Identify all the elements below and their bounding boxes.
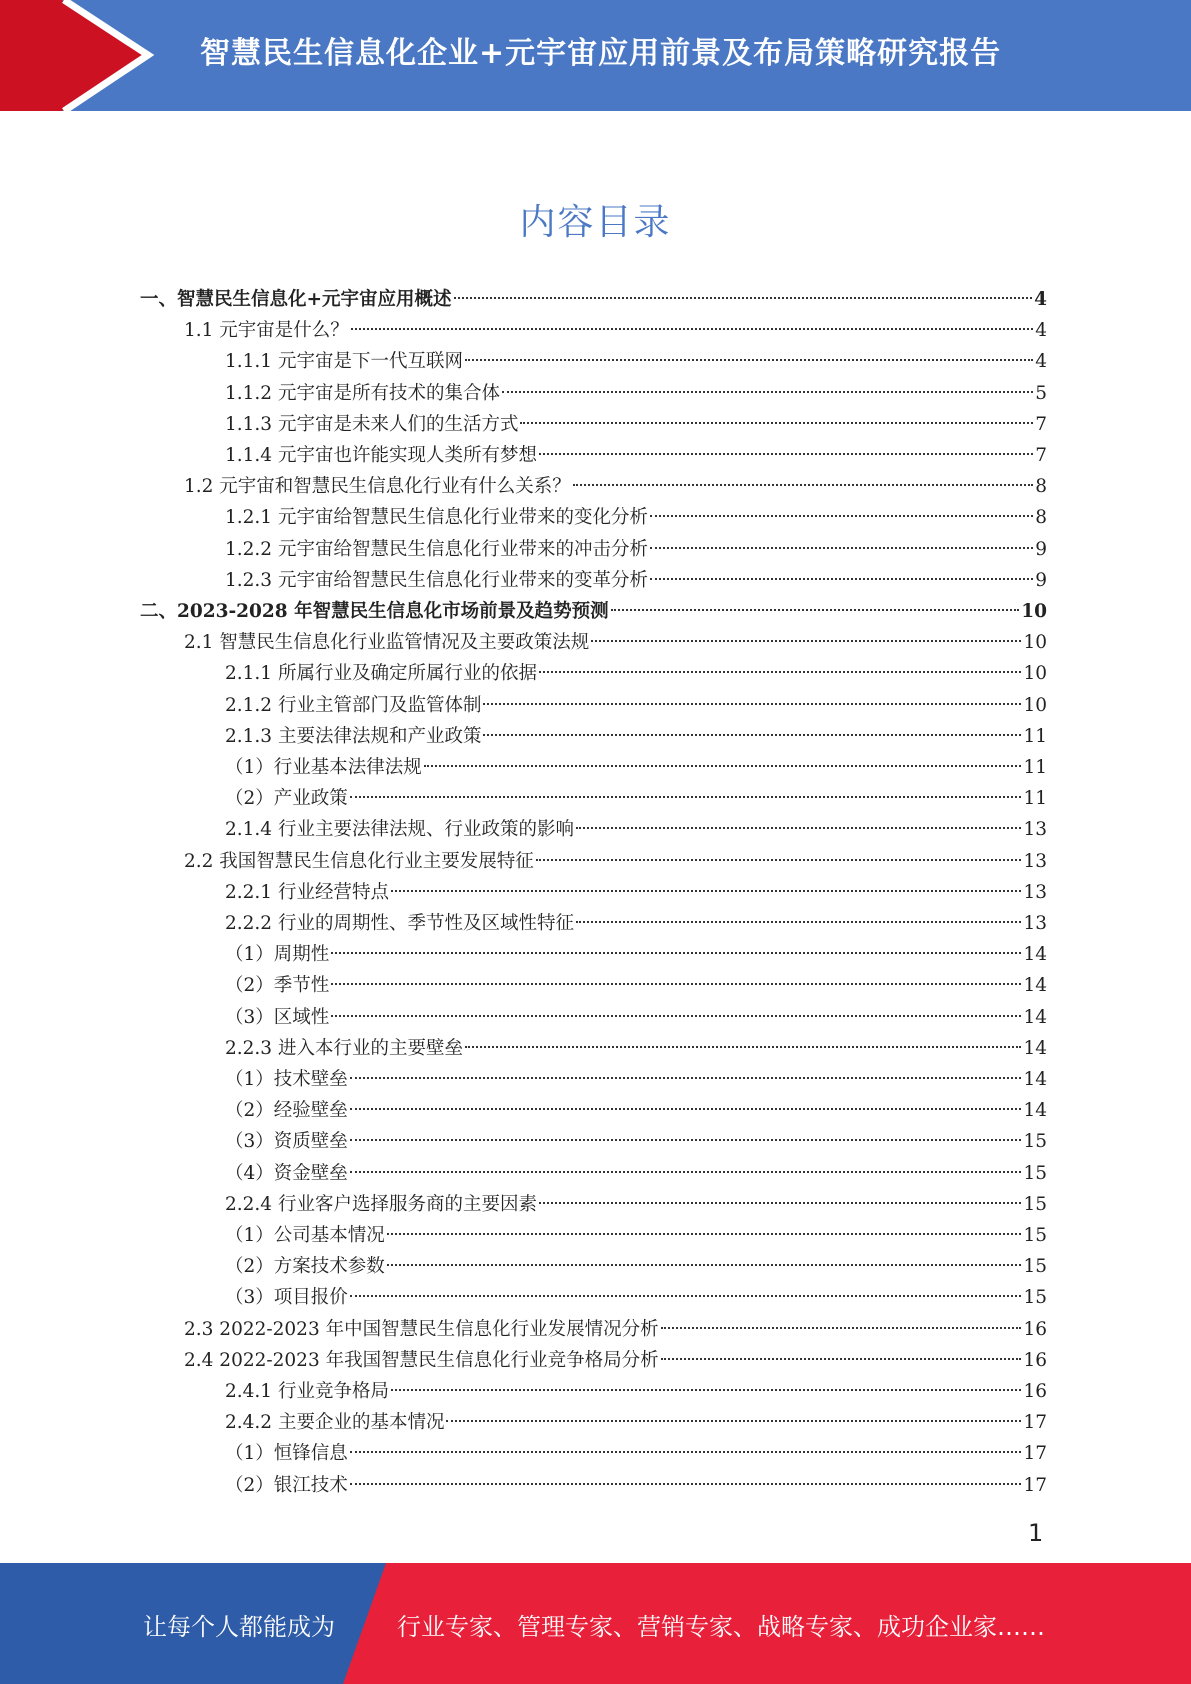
footer-slogan-right: 行业专家、管理专家、营销专家、战略专家、成功企业家…… — [397, 1613, 1045, 1641]
toc-entry[interactable] — [225, 783, 1047, 814]
toc-leader-dots — [350, 1451, 1022, 1453]
toc-leader-dots — [454, 297, 1033, 299]
toc-entry-page: 10 — [1023, 694, 1047, 716]
toc-entry-label: 2.4.1 行业竞争格局 — [225, 1381, 389, 1402]
toc-entry-label: （2）银江技术 — [225, 1474, 348, 1496]
toc-heading: 内容目录 — [519, 202, 672, 243]
toc-leader-dots — [502, 391, 1033, 393]
toc-entry[interactable] — [225, 1033, 1047, 1064]
toc-entry-page: 16 — [1023, 1381, 1047, 1402]
toc-entry-page: 8 — [1035, 476, 1047, 498]
toc-entry-page: 15 — [1023, 1225, 1047, 1246]
footer-banner — [0, 1563, 1191, 1684]
toc-entry[interactable] — [184, 1345, 1047, 1376]
toc-entry-page: 13 — [1023, 850, 1047, 872]
toc-leader-dots — [391, 1389, 1021, 1391]
toc-leader-dots — [350, 796, 1022, 798]
toc-leader-dots — [387, 1233, 1022, 1235]
toc-entry[interactable] — [225, 1095, 1047, 1126]
toc-entry[interactable] — [225, 752, 1047, 783]
toc-leader-dots — [483, 734, 1021, 736]
toc-entry-page: 9 — [1035, 538, 1047, 560]
toc-leader-dots — [483, 703, 1021, 705]
toc-entry[interactable] — [225, 1002, 1047, 1033]
toc-entry[interactable] — [225, 690, 1047, 721]
toc-entry-label: （2）方案技术参数 — [225, 1256, 385, 1278]
toc-entry-label: （1）行业基本法律法规 — [225, 757, 422, 778]
toc-entry[interactable] — [225, 970, 1047, 1001]
toc-leader-dots — [350, 1108, 1022, 1110]
toc-entry[interactable] — [140, 596, 1047, 627]
toc-leader-dots — [650, 547, 1033, 549]
toc-entry-label: （3）资质壁垒 — [225, 1131, 348, 1153]
toc-leader-dots — [391, 890, 1021, 892]
toc-entry[interactable] — [225, 502, 1047, 533]
toc-entry-label: 2.2.4 行业客户选择服务商的主要因素 — [225, 1193, 537, 1215]
toc-entry-page: 5 — [1035, 382, 1047, 404]
toc-entry-page: 15 — [1023, 1162, 1047, 1184]
toc-entry-page: 7 — [1035, 445, 1047, 466]
toc-leader-dots — [611, 609, 1020, 611]
toc-entry-page: 10 — [1023, 663, 1047, 685]
toc-entry-label: 2.1.2 行业主管部门及监管体制 — [225, 694, 482, 716]
toc-entry-page: 7 — [1035, 413, 1047, 435]
toc-entry[interactable] — [225, 1126, 1047, 1157]
toc-leader-dots — [350, 1077, 1022, 1079]
toc-leader-dots — [331, 1015, 1021, 1017]
toc-entry[interactable] — [225, 346, 1047, 377]
toc-entry[interactable] — [225, 721, 1047, 752]
toc-entry-label: 2.2 我国智慧民生信息化行业主要发展特征 — [184, 850, 534, 872]
toc-entry-label: （3）项目报价 — [225, 1287, 348, 1309]
toc-entry-label: 1.1.3 元宇宙是未来人们的生活方式 — [225, 413, 519, 435]
toc-entry[interactable] — [225, 939, 1047, 970]
toc-entry-label: （1）恒锋信息 — [225, 1443, 348, 1465]
toc-entry[interactable] — [225, 1064, 1047, 1095]
toc-entry-page: 10 — [1023, 632, 1047, 654]
toc-entry[interactable] — [225, 409, 1047, 440]
toc-leader-dots — [387, 1264, 1022, 1266]
report-title: 智慧民生信息化企业+元宇宙应用前景及布局策略研究报告 — [200, 36, 1002, 71]
toc-leader-dots — [465, 1046, 1021, 1048]
toc-entry[interactable] — [225, 814, 1047, 845]
toc-entry-page: 16 — [1023, 1318, 1047, 1340]
toc-entry[interactable] — [184, 471, 1047, 502]
toc-entry-page: 17 — [1023, 1474, 1047, 1496]
toc-entry-label: （2）经验壁垒 — [225, 1100, 348, 1122]
toc-entry-page: 15 — [1023, 1193, 1047, 1215]
toc-entry[interactable] — [225, 1220, 1047, 1251]
toc-entry[interactable] — [184, 627, 1047, 658]
toc-entry[interactable] — [225, 378, 1047, 409]
toc-entry[interactable] — [184, 1314, 1047, 1345]
toc-leader-dots — [465, 359, 1033, 361]
toc-entry-label: （1）公司基本情况 — [225, 1225, 385, 1246]
toc-leader-dots — [350, 1139, 1022, 1141]
toc-entry-label: 一、智慧民生信息化+元宇宙应用概述 — [140, 289, 452, 310]
toc-leader-dots — [576, 921, 1021, 923]
toc-entry-label: 1.1.1 元宇宙是下一代互联网 — [225, 351, 463, 373]
toc-entry-label: （3）区域性 — [225, 1006, 330, 1028]
toc-entry-label: 1.2.1 元宇宙给智慧民生信息化行业带来的变化分析 — [225, 507, 648, 529]
toc-leader-dots — [536, 859, 1022, 861]
toc-entry-page: 17 — [1023, 1443, 1047, 1465]
toc-entry-page: 16 — [1023, 1349, 1047, 1371]
toc-entry-label: 2.1.1 所属行业及确定所属行业的依据 — [225, 663, 537, 685]
toc-entry-label: 2.4 2022-2023 年我国智慧民生信息化行业竞争格局分析 — [184, 1349, 659, 1371]
toc-entry[interactable] — [225, 1158, 1047, 1189]
toc-entry-page: 4 — [1035, 320, 1047, 342]
footer-slogan-left: 让每个人都能成为 — [143, 1613, 335, 1641]
toc-leader-dots — [661, 1358, 1022, 1360]
toc-entry[interactable] — [225, 1438, 1047, 1469]
toc-entry-page: 15 — [1023, 1287, 1047, 1309]
toc-entry-page: 13 — [1023, 881, 1047, 903]
toc-entry-label: 2.2.3 进入本行业的主要壁垒 — [225, 1037, 463, 1059]
toc-entry-page: 13 — [1023, 913, 1047, 934]
chevron-decoration — [0, 0, 160, 111]
toc-entry-page: 15 — [1023, 1256, 1047, 1278]
toc-entry-label: 2.4.2 主要企业的基本情况 — [225, 1412, 445, 1434]
toc-leader-dots — [661, 1327, 1022, 1329]
toc-entry[interactable] — [225, 534, 1047, 565]
toc-entry[interactable] — [225, 440, 1047, 471]
toc-leader-dots — [446, 1420, 1021, 1422]
toc-leader-dots — [573, 484, 1033, 486]
toc-entry-page: 14 — [1023, 1100, 1047, 1122]
toc-entry-label: 1.2 元宇宙和智慧民生信息化行业有什么关系？ — [184, 476, 571, 498]
toc-entry[interactable] — [225, 877, 1047, 908]
toc-entry-label: （2）产业政策 — [225, 788, 348, 810]
toc-entry-page: 9 — [1035, 569, 1047, 591]
toc-leader-dots — [650, 578, 1033, 580]
toc-entry[interactable] — [225, 1189, 1047, 1220]
toc-entry[interactable] — [184, 315, 1047, 346]
toc-entry-label: 2.1.3 主要法律法规和产业政策 — [225, 725, 482, 747]
toc-entry[interactable] — [225, 1376, 1047, 1407]
toc-leader-dots — [650, 515, 1033, 517]
toc-entry-label: （2）季节性 — [225, 975, 330, 997]
toc-entry-label: （1）周期性 — [225, 944, 330, 966]
toc-entry[interactable] — [225, 908, 1047, 939]
toc-leader-dots — [539, 453, 1033, 455]
toc-entry-page: 13 — [1023, 819, 1047, 841]
toc-entry-page: 10 — [1021, 601, 1047, 622]
toc-entry-label: （4）资金壁垒 — [225, 1162, 348, 1184]
toc-entry-label: 二、2023-2028 年智慧民生信息化市场前景及趋势预测 — [140, 601, 609, 622]
toc-entry-label: （1）技术壁垒 — [225, 1069, 348, 1090]
toc-entry-page: 8 — [1035, 507, 1047, 529]
toc-leader-dots — [331, 952, 1021, 954]
toc-entry-label: 1.2.3 元宇宙给智慧民生信息化行业带来的变革分析 — [225, 569, 648, 591]
toc-leader-dots — [351, 328, 1033, 330]
header-banner — [0, 0, 1191, 111]
toc-entry-page: 14 — [1023, 975, 1047, 997]
toc-entry-label: 2.1 智慧民生信息化行业监管情况及主要政策法规 — [184, 632, 590, 654]
toc-leader-dots — [539, 1202, 1021, 1204]
toc-entry-page: 4 — [1034, 289, 1047, 310]
toc-entry-page: 11 — [1023, 757, 1047, 778]
toc-entry[interactable] — [225, 1470, 1047, 1501]
toc-entry-label: 1.1 元宇宙是什么？ — [184, 320, 349, 342]
toc-entry-page: 11 — [1023, 788, 1047, 810]
toc-leader-dots — [331, 983, 1021, 985]
toc-leader-dots — [591, 640, 1021, 642]
toc-entry[interactable] — [225, 565, 1047, 596]
toc-entry-page: 4 — [1035, 351, 1047, 373]
toc-entry-page: 11 — [1023, 725, 1047, 747]
toc-entry-label: 2.1.4 行业主要法律法规、行业政策的影响 — [225, 819, 574, 841]
toc-leader-dots — [539, 671, 1021, 673]
toc-entry[interactable] — [225, 658, 1047, 689]
toc-entry-page: 17 — [1023, 1412, 1047, 1434]
toc-leader-dots — [350, 1295, 1022, 1297]
toc-entry-label: 1.2.2 元宇宙给智慧民生信息化行业带来的冲击分析 — [225, 538, 648, 560]
toc-entry-label: 1.1.2 元宇宙是所有技术的集合体 — [225, 382, 500, 404]
toc-entry-page: 14 — [1023, 1037, 1047, 1059]
toc-entry-label: 1.1.4 元宇宙也许能实现人类所有梦想 — [225, 445, 537, 466]
toc-entry-page: 14 — [1023, 1069, 1047, 1090]
toc-entry-label: 2.2.2 行业的周期性、季节性及区域性特征 — [225, 913, 574, 934]
toc-leader-dots — [350, 1171, 1022, 1173]
toc-entry-label: 2.2.1 行业经营特点 — [225, 881, 389, 903]
toc-leader-dots — [350, 1483, 1022, 1485]
toc-entry[interactable] — [225, 1407, 1047, 1438]
page-number: 1 — [1028, 1519, 1044, 1547]
toc-entry[interactable] — [225, 1282, 1047, 1313]
toc-entry-page: 14 — [1023, 944, 1047, 966]
toc-entry-page: 15 — [1023, 1131, 1047, 1153]
toc-leader-dots — [424, 765, 1022, 767]
toc-entry[interactable] — [225, 1251, 1047, 1282]
toc-leader-dots — [576, 827, 1021, 829]
toc-entry-label: 2.3 2022-2023 年中国智慧民生信息化行业发展情况分析 — [184, 1318, 659, 1340]
toc-entry[interactable] — [140, 284, 1047, 315]
toc-leader-dots — [520, 422, 1033, 424]
toc-entry[interactable] — [184, 846, 1047, 877]
toc-entry-page: 14 — [1023, 1006, 1047, 1028]
